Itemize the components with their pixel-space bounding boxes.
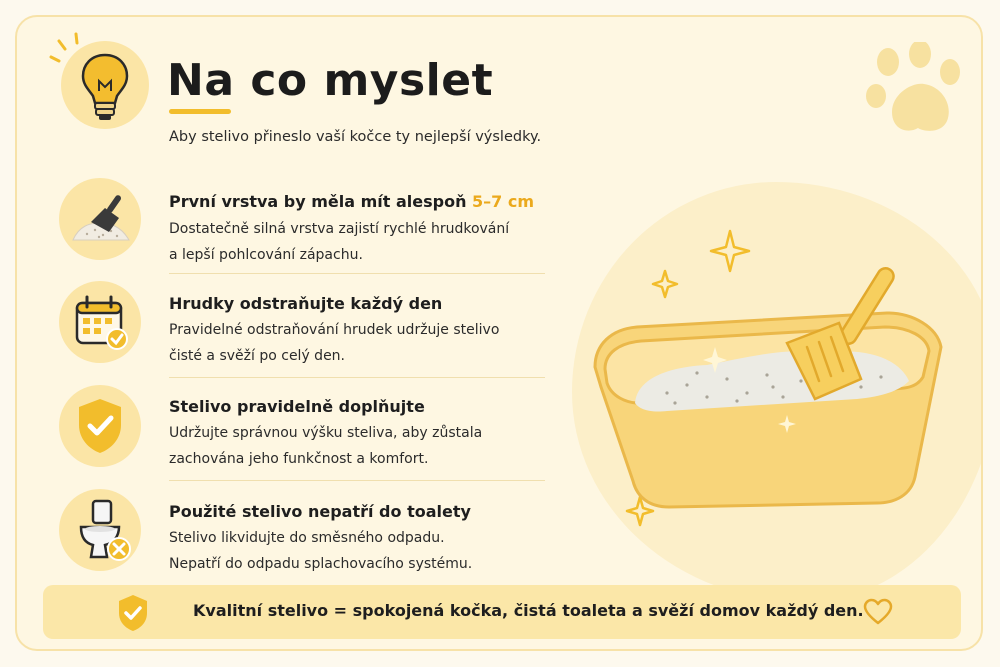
summary-banner [43, 585, 961, 639]
divider [169, 480, 545, 481]
shield-check-icon [59, 385, 141, 467]
calendar-icon-circle [59, 281, 141, 363]
item-4-desc-line2: Nepatří do odpadu splachovacího systému. [169, 556, 473, 572]
toilet-cross-icon [59, 489, 141, 571]
page-title: Na co myslet [167, 55, 494, 106]
item-1-title [169, 192, 534, 211]
item-2-desc [169, 317, 549, 369]
info-card [15, 15, 983, 651]
item-2-desc-line1: Pravidelné odstraňování hrudek udržuje stelivo [169, 322, 500, 338]
heart-icon [863, 598, 893, 626]
scoop-litter-icon [59, 178, 141, 260]
item-2-title: Hrudky odstraňujte každý den [169, 294, 443, 313]
shield-icon-circle [59, 385, 141, 467]
scoop-icon-circle [59, 178, 141, 260]
item-1-title-text: První vrstva by měla mít alespoň [169, 192, 473, 211]
item-2-desc-line2: čisté a svěží po celý den. [169, 348, 346, 364]
item-3-desc [169, 420, 549, 472]
item-1-desc-line2: a lepší pohlcování zápachu. [169, 247, 363, 263]
item-1-desc-line1: Dostatečně silná vrstva zajistí rychlé hrudkování [169, 221, 510, 237]
item-3-desc-line2: zachována jeho funkčnost a komfort. [169, 451, 429, 467]
item-1-desc [169, 216, 549, 268]
item-4-desc [169, 525, 549, 577]
toilet-icon-circle [59, 489, 141, 571]
page-subtitle: Aby stelivo přineslo vaší kočce ty nejlepší výsledky. [169, 129, 542, 145]
litter-box-illustration [577, 227, 957, 547]
shield-check-icon [113, 593, 153, 633]
item-4-title: Použité stelivo nepatří do toalety [169, 502, 471, 521]
paw-icon [862, 42, 972, 142]
divider [169, 377, 545, 378]
calendar-check-icon [59, 281, 141, 363]
divider [169, 273, 545, 274]
item-3-desc-line1: Udržujte správnou výšku steliva, aby zůstala [169, 425, 483, 441]
banner-text: Kvalitní stelivo = spokojená kočka, čistá toaleta a svěží domov každý den. [193, 601, 864, 620]
title-underline [169, 109, 231, 114]
light-rays-icon [49, 31, 89, 71]
item-4-desc-line1: Stelivo likvidujte do směsného odpadu. [169, 530, 445, 546]
item-1-title-highlight: 5–7 cm [472, 192, 535, 211]
item-3-title: Stelivo pravidelně doplňujte [169, 397, 425, 416]
